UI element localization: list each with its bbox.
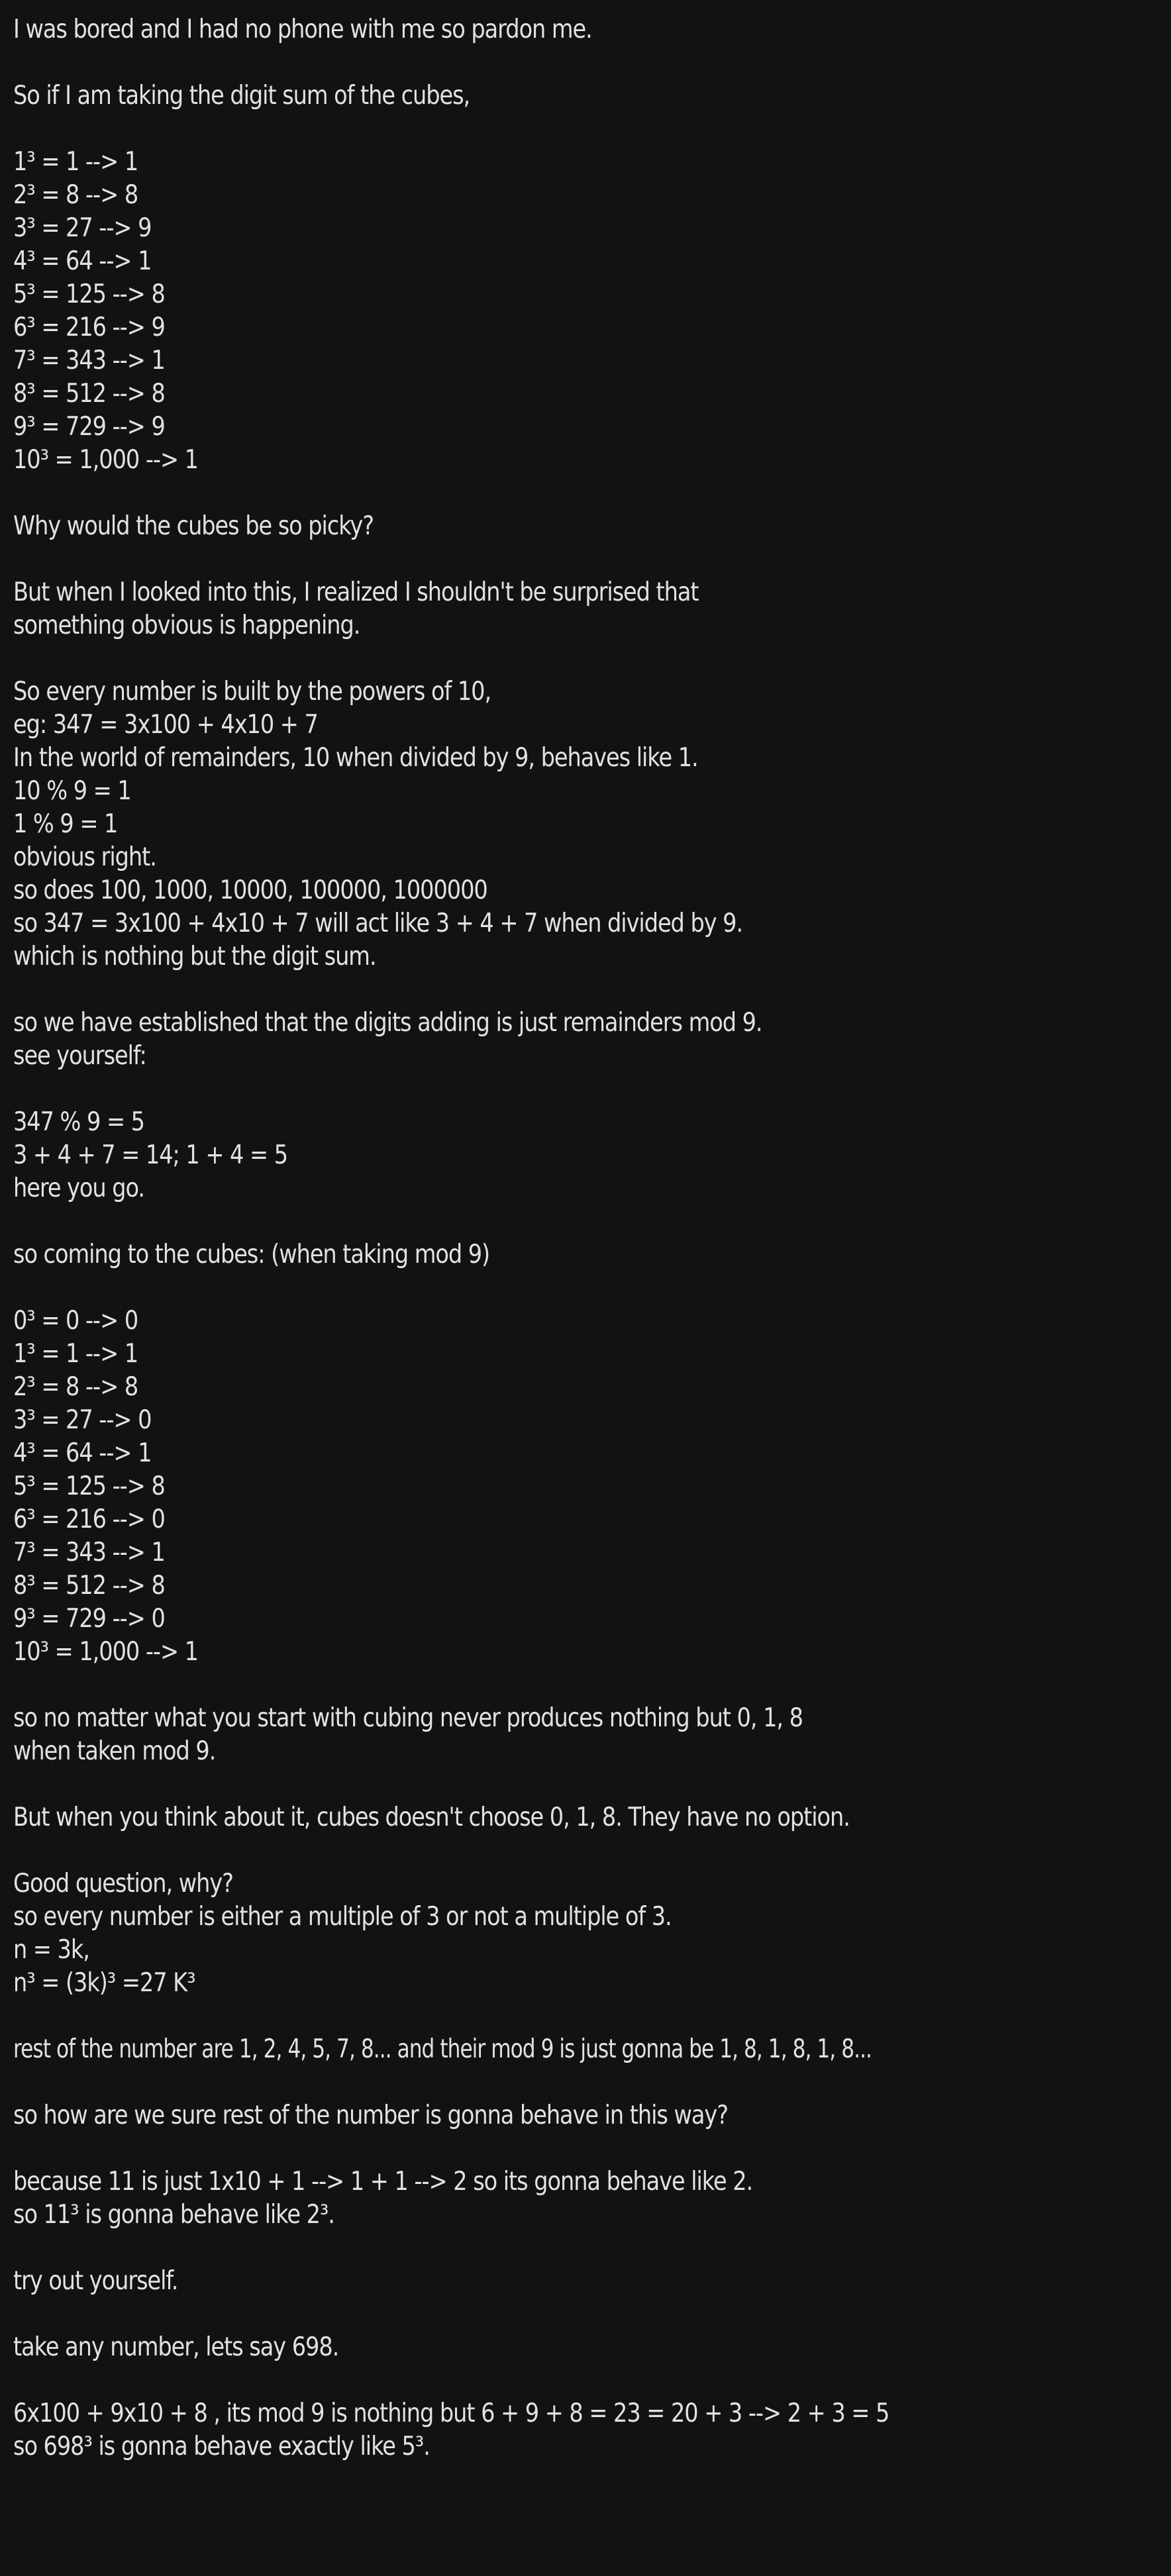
blank-line	[13, 2298, 1009, 2331]
text-line: Why would the cubes be so picky?	[13, 511, 374, 541]
text-line: when taken mod 9.	[13, 1736, 216, 1766]
cube-digit-sum-row: 10³ = 1,000 --> 1	[13, 445, 199, 475]
blank-line	[13, 2066, 1009, 2099]
text-line: so does 100, 1000, 10000, 100000, 1000000	[13, 875, 487, 905]
text-line: here you go.	[13, 1173, 145, 1203]
text-line: so no matter what you start with cubing never produces nothing but 0, 1, 8	[13, 1703, 803, 1733]
text-line: 10 % 9 = 1	[13, 776, 131, 806]
cube-digit-sum-row: 5³ = 125 --> 8	[13, 279, 165, 309]
text-line: 6x100 + 9x10 + 8 , its mod 9 is nothing but 6 + 9 + 8 = 23 = 20 + 3 --> 2 + 3 = 5	[13, 2399, 890, 2428]
text-line: something obvious is happening.	[13, 611, 360, 640]
cube-mod9-row: 4³ = 64 --> 1	[13, 1438, 152, 1468]
text-line: see yourself:	[13, 1041, 146, 1071]
text-line: I was bored and I had no phone with me so pardon me.	[13, 15, 592, 44]
blank-line	[13, 1073, 1009, 1106]
blank-line	[13, 1271, 1009, 1305]
text-line: rest of the number are 1, 2, 4, 5, 7, 8... and their mod 9 is just gonna be 1, 8, 1, 8, 1, 8...	[13, 2034, 872, 2064]
cube-digit-sum-row: 1³ = 1 --> 1	[13, 147, 138, 177]
blank-line	[13, 973, 1009, 1007]
cube-mod9-row: 9³ = 729 --> 0	[13, 1604, 165, 1634]
text-line: so every number is either a multiple of 3 or not a multiple of 3.	[13, 1902, 672, 1932]
cube-mod9-row: 5³ = 125 --> 8	[13, 1471, 165, 1501]
text-line: eg: 347 = 3x100 + 4x10 + 7	[13, 710, 318, 740]
text-line: so how are we sure rest of the number is gonna behave in this way?	[13, 2101, 728, 2130]
text-line: So every number is built by the powers of 10,	[13, 677, 491, 707]
text-line: so 11³ is gonna behave like 2³.	[13, 2200, 334, 2230]
cube-digit-sum-row: 7³ = 343 --> 1	[13, 346, 165, 375]
text-line: try out yourself.	[13, 2266, 178, 2296]
cube-mod9-row: 6³ = 216 --> 0	[13, 1505, 165, 1534]
cube-digit-sum-row: 6³ = 216 --> 9	[13, 313, 165, 342]
text-line: But when you think about it, cubes doesn't choose 0, 1, 8. They have no option.	[13, 1803, 850, 1832]
cube-mod9-row: 7³ = 343 --> 1	[13, 1538, 165, 1567]
blank-line	[13, 2364, 1009, 2397]
text-line: so coming to the cubes: (when taking mod 9)	[13, 1240, 490, 1269]
text-line: In the world of remainders, 10 when divided by 9, behaves like 1.	[13, 743, 698, 773]
blank-line	[13, 543, 1009, 576]
blank-line	[13, 2000, 1009, 2033]
text-line: But when I looked into this, I realized I shouldn't be surprised that	[13, 577, 699, 607]
cube-digit-sum-row: 3³ = 27 --> 9	[13, 213, 152, 243]
cube-digit-sum-row: 4³ = 64 --> 1	[13, 246, 152, 276]
text-line: 3 + 4 + 7 = 14; 1 + 4 = 5	[13, 1140, 288, 1170]
text-line: n³ = (3k)³ =27 K³	[13, 1968, 195, 1998]
blank-line	[13, 46, 1009, 79]
cube-mod9-row: 0³ = 0 --> 0	[13, 1306, 138, 1336]
text-line: 347 % 9 = 5	[13, 1107, 144, 1137]
text-line: so 698³ is gonna behave exactly like 5³.	[13, 2432, 430, 2461]
text-line: Good question, why?	[13, 1869, 233, 1899]
text-line: 1 % 9 = 1	[13, 809, 118, 839]
cube-mod9-row: 10³ = 1,000 --> 1	[13, 1637, 199, 1667]
cube-mod9-row: 1³ = 1 --> 1	[13, 1339, 138, 1369]
blank-line	[13, 1205, 1009, 1238]
cube-digit-sum-row: 2³ = 8 --> 8	[13, 180, 138, 210]
text-line: take any number, lets say 698.	[13, 2332, 339, 2362]
blank-line	[13, 113, 1009, 146]
text-line: So if I am taking the digit sum of the cubes,	[13, 81, 470, 111]
text-line: obvious right.	[13, 842, 156, 872]
cube-mod9-row: 3³ = 27 --> 0	[13, 1405, 152, 1435]
blank-line	[13, 2132, 1009, 2165]
text-line: because 11 is just 1x10 + 1 --> 1 + 1 --> 2 so its gonna behave like 2.	[13, 2167, 753, 2197]
blank-line	[13, 1834, 1009, 1867]
blank-line	[13, 1669, 1009, 1702]
blank-line	[13, 1768, 1009, 1801]
text-line: so 347 = 3x100 + 4x10 + 7 will act like 3 + 4 + 7 when divided by 9.	[13, 909, 743, 938]
text-line: n = 3k,	[13, 1935, 89, 1965]
text-line: which is nothing but the digit sum.	[13, 942, 376, 971]
cube-digit-sum-row: 8³ = 512 --> 8	[13, 379, 165, 409]
blank-line	[13, 2232, 1009, 2265]
blank-line	[13, 477, 1009, 510]
blank-line	[13, 642, 1009, 675]
cube-mod9-row: 8³ = 512 --> 8	[13, 1571, 165, 1601]
cube-mod9-row: 2³ = 8 --> 8	[13, 1372, 138, 1402]
text-line: so we have established that the digits adding is just remainders mod 9.	[13, 1008, 762, 1038]
cube-digit-sum-row: 9³ = 729 --> 9	[13, 412, 165, 442]
